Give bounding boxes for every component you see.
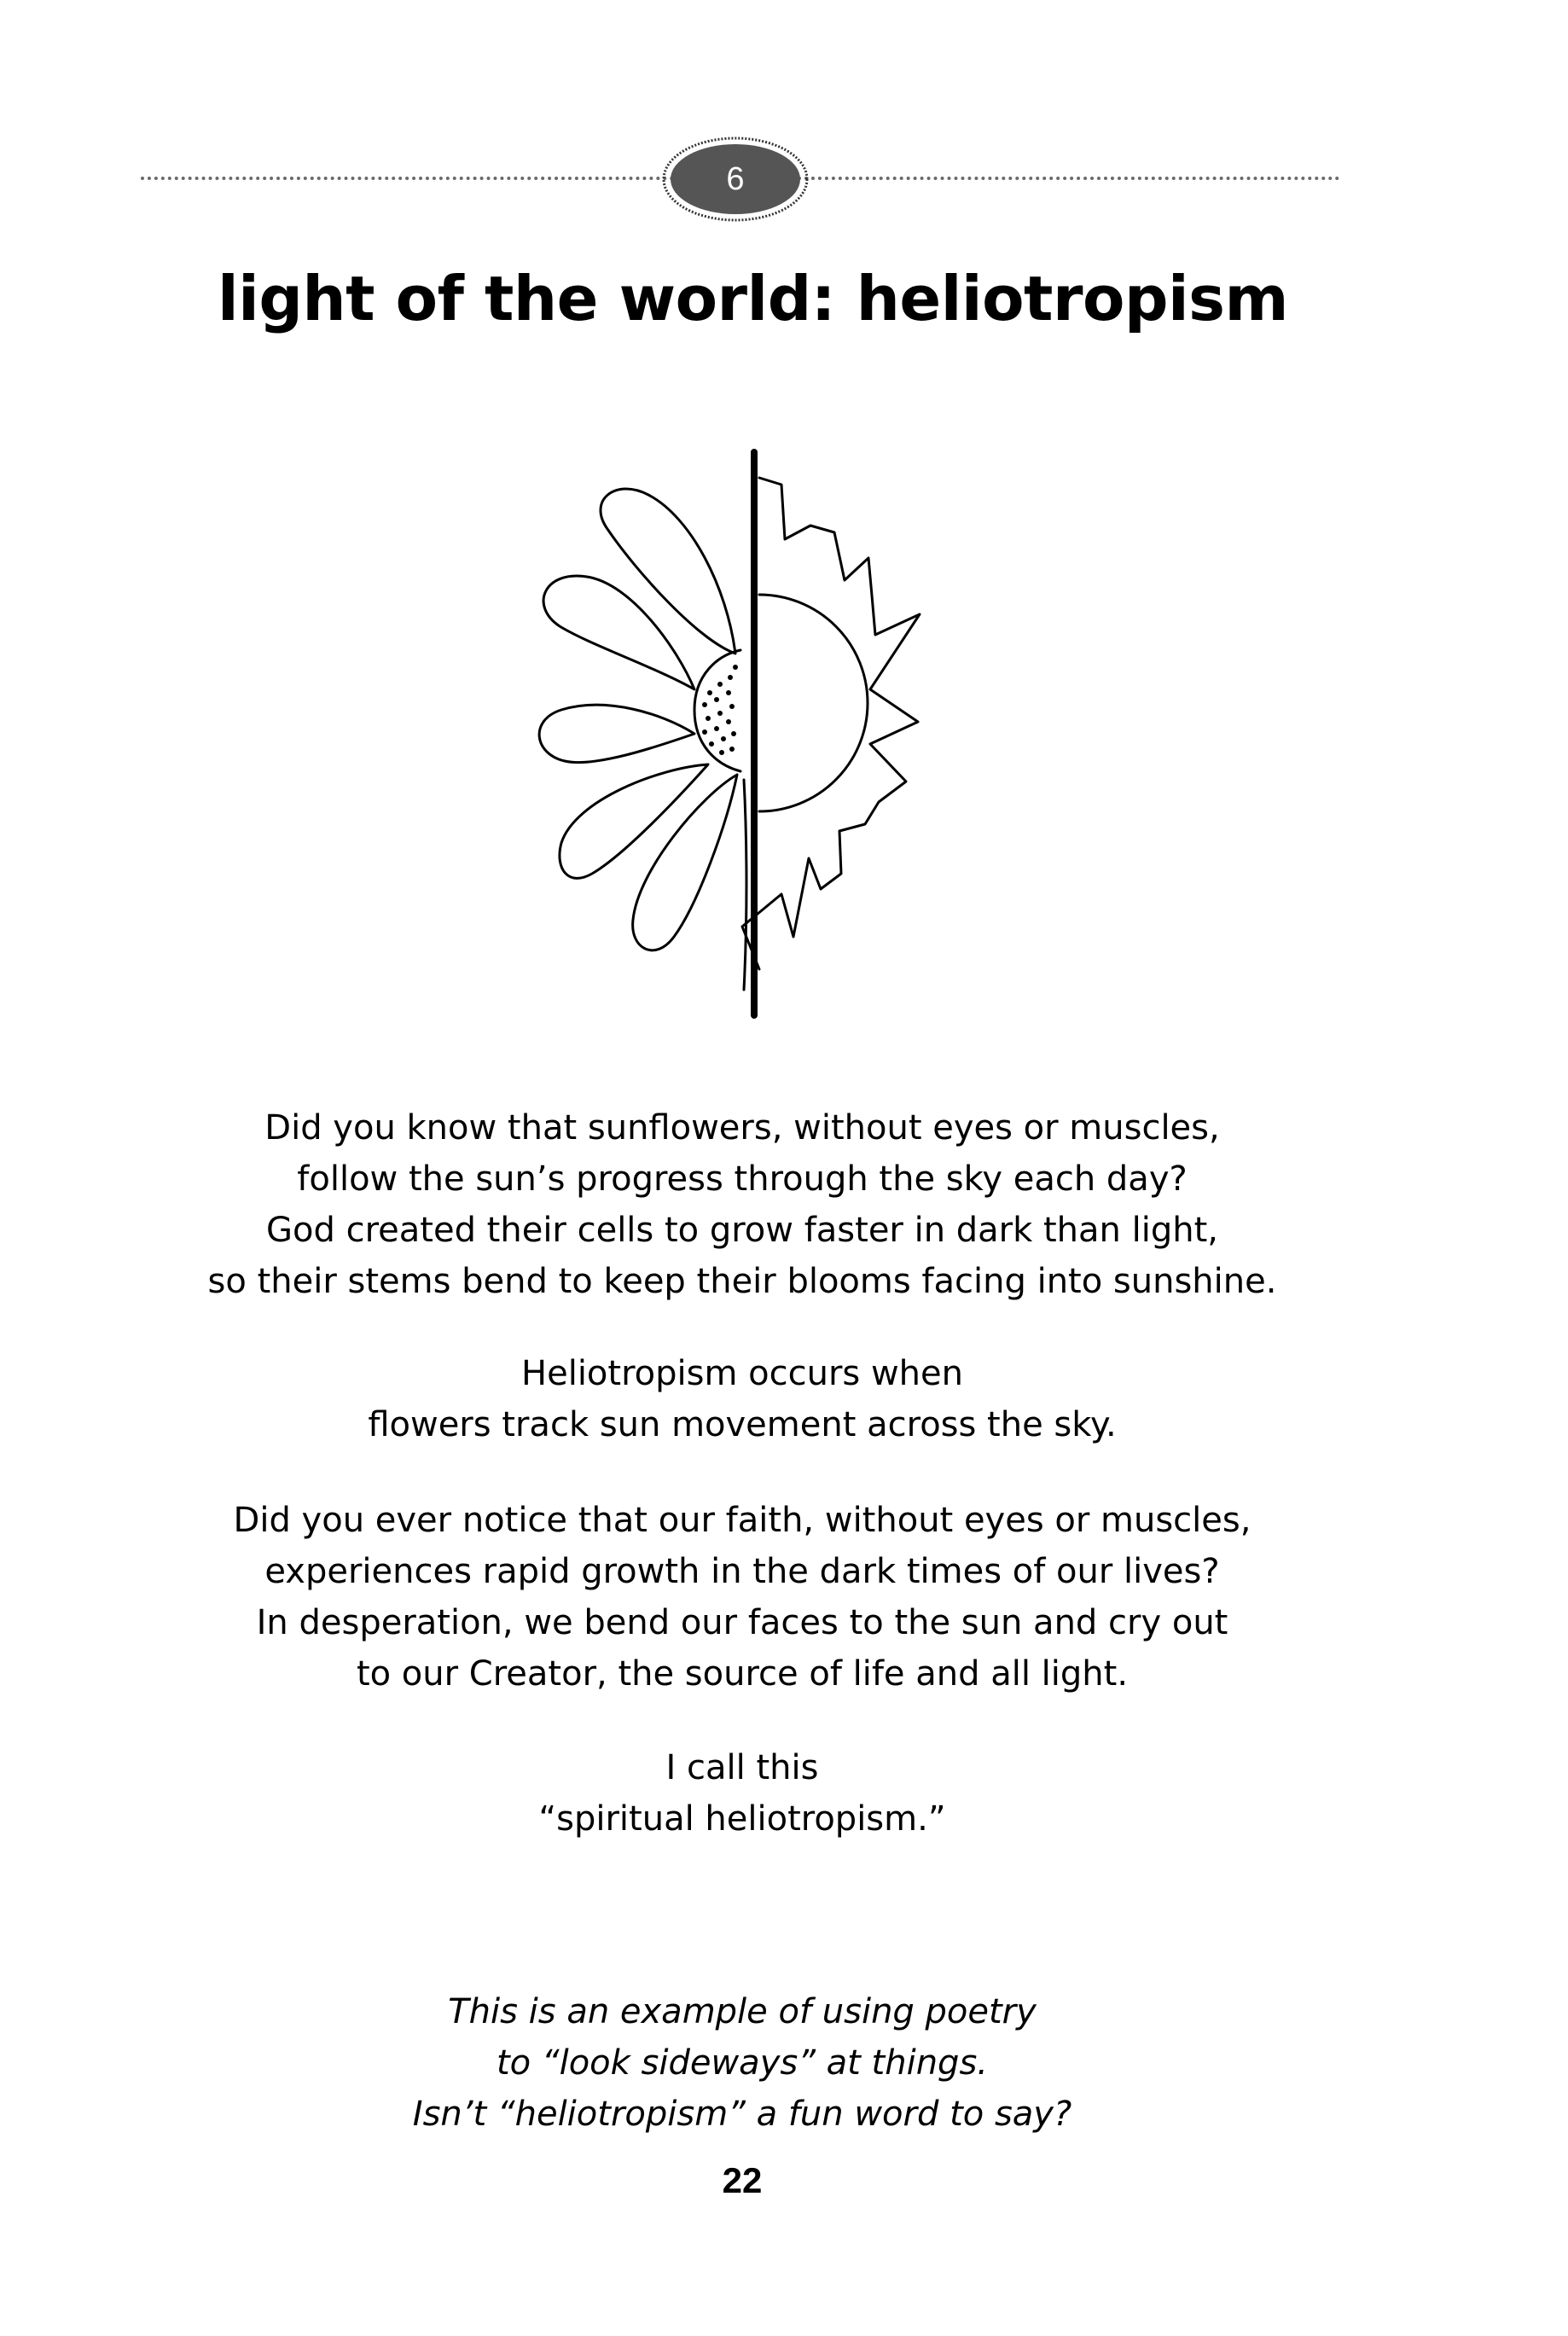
- note-line: Isn’t “heliotropism” a fun word to say?: [412, 2095, 1072, 2134]
- paragraph-1: [128, 1102, 1356, 1307]
- paragraph-line: experiences rapid growth in the dark times of our lives?: [264, 1552, 1220, 1591]
- paragraph-line: so their stems bend to keep their blooms facing into sunshine.: [207, 1262, 1277, 1301]
- paragraph-line: In desperation, we bend our faces to the sun and cry out: [256, 1603, 1228, 1642]
- paragraph-line: Did you ever notice that our faith, without eyes or muscles,: [233, 1501, 1251, 1540]
- paragraph-2: [128, 1348, 1356, 1450]
- note-line: to “look sideways” at things.: [496, 2043, 988, 2083]
- paragraph-line: I call this: [665, 1748, 819, 1787]
- sunflower-sun-icon: [512, 444, 1024, 1032]
- note-line: This is an example of using poetry: [448, 1992, 1037, 2031]
- paragraph-line: Did you know that sunflowers, without eyes or muscles,: [264, 1108, 1220, 1148]
- paragraph-line: Heliotropism occurs when: [521, 1354, 963, 1393]
- paragraph-line: follow the sun’s progress through the sky each day?: [297, 1159, 1188, 1199]
- paragraph-line: flowers track sun movement across the sky.: [368, 1405, 1117, 1444]
- page-title: light of the world: heliotropism: [218, 263, 1289, 334]
- page-number: 22: [722, 2160, 763, 2200]
- paragraph-line: “spiritual heliotropism.”: [538, 1799, 946, 1839]
- paragraph-4: [128, 1742, 1356, 1845]
- chapter-divider-right: [798, 177, 1339, 180]
- chapter-divider-left: [141, 177, 674, 180]
- paragraph-3: [128, 1495, 1356, 1700]
- italic-note: [128, 1986, 1356, 2140]
- paragraph-line: to our Creator, the source of life and all light.: [356, 1654, 1129, 1694]
- chapter-number: 6: [726, 161, 745, 197]
- paragraph-line: God created their cells to grow faster in dark than light,: [266, 1211, 1218, 1250]
